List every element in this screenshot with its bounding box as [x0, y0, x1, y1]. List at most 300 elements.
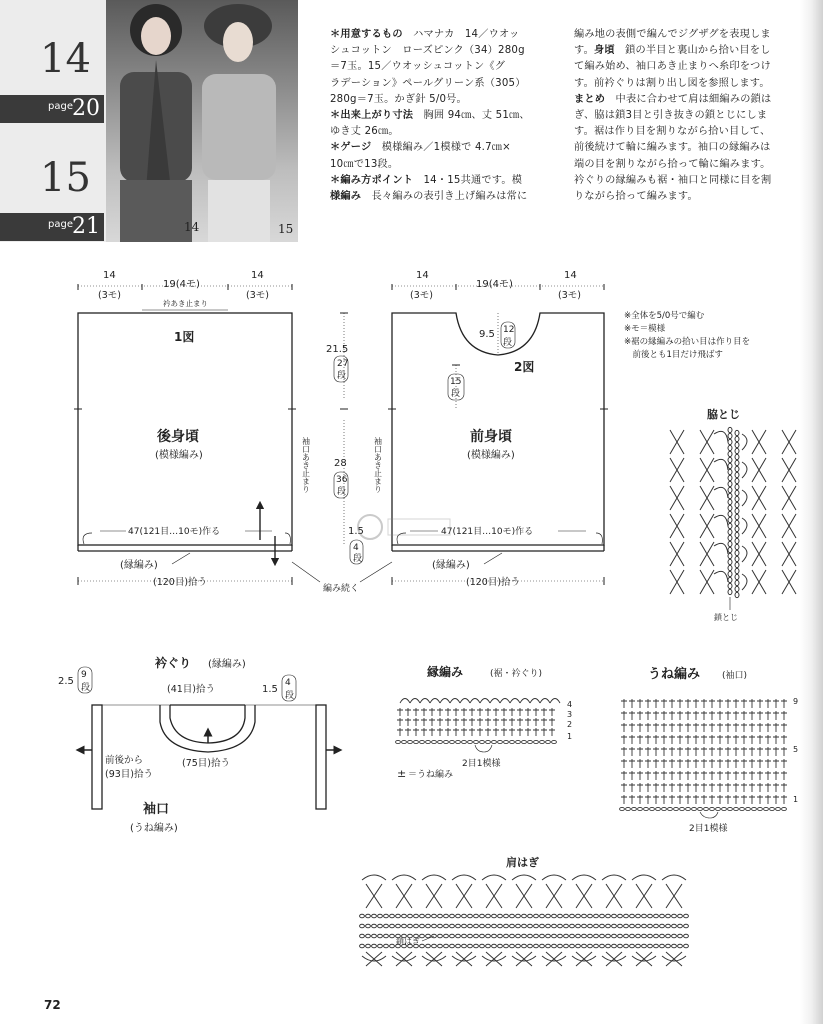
chain-stitch: [450, 944, 455, 948]
chain-stitch: [420, 914, 425, 918]
stitch-symbol: [701, 747, 707, 756]
chain-stitch: [728, 493, 732, 498]
stitch-symbol: [501, 718, 507, 726]
stitch-symbol: [741, 699, 747, 708]
stitch-symbol: [725, 723, 731, 732]
chain-stitch: [710, 807, 715, 810]
chain-stitch: [438, 740, 443, 743]
stitch-symbol: [429, 728, 435, 736]
stitch-symbol: [645, 723, 651, 732]
stitch-symbol: [765, 699, 771, 708]
text-line: ゆき丈 26㎝。: [330, 126, 399, 138]
chain-stitch: [480, 924, 485, 928]
stitch-symbol: [653, 795, 659, 804]
chain-stitch: [735, 496, 739, 501]
stitch-symbol: [469, 718, 475, 726]
stitch-symbol: [725, 699, 731, 708]
stitch-symbol: [781, 771, 787, 780]
stitch-symbol: [549, 708, 555, 716]
chain-stitch: [648, 944, 653, 948]
stitch-symbol: [546, 952, 562, 966]
chain-stitch: [582, 914, 587, 918]
chain-stitch: [728, 571, 732, 576]
chain-arc: [714, 431, 728, 442]
fig1-back-body: [74, 270, 311, 588]
chain-stitch: [728, 427, 732, 432]
stitch-symbol: [677, 771, 683, 780]
collar-cuff-diagram: [58, 655, 338, 834]
chain-stitch: [678, 944, 683, 948]
chain-stitch: [576, 914, 581, 918]
stitch-symbol: [666, 884, 682, 908]
chain-stitch: [630, 934, 635, 938]
stitch-symbol: [533, 718, 539, 726]
chain-stitch: [540, 944, 545, 948]
edge-legend-sym: ±: [397, 767, 407, 780]
chain-stitch: [504, 914, 509, 918]
collar-left-h: 2.5: [58, 676, 74, 687]
chain-stitch: [516, 740, 521, 743]
stitch-symbol: [477, 728, 483, 736]
fig1-label: 1図: [174, 330, 195, 344]
chain-arc: [362, 875, 386, 880]
chain-stitch: [366, 924, 371, 928]
chain-stitch: [486, 924, 491, 928]
stitch-symbol: [685, 747, 691, 756]
chain-arc: [602, 875, 626, 880]
rib-title: うね編み: [648, 667, 701, 682]
fig2-inner-h: 15: [450, 377, 462, 387]
stitch-symbol: [677, 735, 683, 744]
text-line: りながら拾って編みます。: [574, 191, 698, 203]
cuff-pick-1: 前後から: [105, 755, 144, 766]
chain-stitch: [378, 914, 383, 918]
stitch-symbol: [517, 728, 523, 736]
fig1-sleeve-mark: 袖口あき止まり: [301, 437, 311, 493]
stitch-symbol: [717, 735, 723, 744]
chain-stitch: [432, 944, 437, 948]
chain-stitch: [438, 914, 443, 918]
picot-arc: [400, 699, 410, 704]
chain-stitch: [570, 924, 575, 928]
stitch-symbol: [421, 728, 427, 736]
chain-stitch: [534, 934, 539, 938]
stitch-symbol: [366, 884, 382, 908]
stitch-symbol: [752, 458, 766, 482]
chain-stitch: [390, 924, 395, 928]
stitch-symbol: [653, 723, 659, 732]
notes: [624, 310, 814, 362]
stitch-symbol: [677, 759, 683, 768]
stitch-symbol: [717, 783, 723, 792]
stitch-symbol: [437, 708, 443, 716]
stitch-symbol: [549, 728, 555, 736]
stitch-symbol: [653, 759, 659, 768]
stitch-symbol: [637, 747, 643, 756]
chain-stitch: [408, 914, 413, 918]
stitch-symbol: [366, 952, 382, 966]
chain-stitch: [444, 740, 449, 743]
watermark: [358, 515, 450, 539]
edge-row-2: 2: [567, 720, 573, 729]
chain-stitch: [728, 523, 732, 528]
stitch-symbol: [709, 771, 715, 780]
stitch-symbol: [781, 783, 787, 792]
stitch-symbol: [725, 711, 731, 720]
stitch-symbol: [701, 723, 707, 732]
chain-stitch: [654, 914, 659, 918]
chain-stitch: [516, 914, 521, 918]
chain-stitch: [462, 934, 467, 938]
chain-stitch: [402, 740, 407, 743]
stitch-symbol: [773, 723, 779, 732]
chain-stitch: [752, 807, 757, 810]
stitch-symbol: [453, 728, 459, 736]
dim-border-unit: 段: [353, 554, 363, 564]
stitch-symbol: [421, 708, 427, 716]
chain-stitch: [666, 914, 671, 918]
stitch-symbol: [733, 783, 739, 792]
stitch-symbol: [637, 795, 643, 804]
text-line: シュコットン ローズピンク（34）280g: [330, 45, 525, 57]
stitch-symbol: [749, 759, 755, 768]
stitch-symbol: [725, 771, 731, 780]
chain-stitch: [372, 934, 377, 938]
stitch-symbol: [757, 771, 763, 780]
chain-stitch: [366, 944, 371, 948]
stitch-symbol: [485, 708, 491, 716]
chain-stitch: [735, 550, 739, 555]
stitch-symbol: [701, 795, 707, 804]
stitch-symbol: [717, 795, 723, 804]
picot-arc: [500, 699, 510, 704]
stitch-symbol: [709, 783, 715, 792]
chain-stitch: [516, 944, 521, 948]
chain-stitch: [728, 547, 732, 552]
chain-stitch: [546, 740, 551, 743]
fig2-dim-left: 14: [416, 270, 429, 281]
chain-stitch: [606, 924, 611, 928]
chain-stitch: [486, 740, 491, 743]
chain-stitch: [492, 934, 497, 938]
chain-stitch: [558, 914, 563, 918]
chain-stitch: [600, 924, 605, 928]
stitch-symbol: [661, 735, 667, 744]
stitch-symbol: [493, 728, 499, 736]
chain-stitch: [735, 526, 739, 531]
note-line: ※全体を5/0号で編む: [624, 311, 705, 321]
chain-stitch: [384, 934, 389, 938]
chain-arc: [714, 543, 728, 554]
chain-stitch: [528, 944, 533, 948]
chain-stitch: [414, 914, 419, 918]
chain-stitch: [654, 924, 659, 928]
picot-arc: [550, 699, 560, 704]
chain-stitch: [636, 914, 641, 918]
dim-lower: 28: [334, 458, 347, 469]
chain-stitch: [588, 914, 593, 918]
chain-stitch: [654, 934, 659, 938]
stitch-symbol: [782, 570, 796, 594]
stitch-symbol: [693, 759, 699, 768]
text-line: ＊用意するもの ハマナカ 14／ウオッ: [330, 29, 520, 40]
chain-stitch: [600, 944, 605, 948]
stitch-symbol: [733, 759, 739, 768]
stitch-symbol: [429, 718, 435, 726]
chain-stitch: [728, 505, 732, 510]
chain-stitch: [360, 914, 365, 918]
chain-stitch: [522, 934, 527, 938]
stitch-symbol: [469, 728, 475, 736]
stitch-symbol: [693, 747, 699, 756]
stitch-symbol: [781, 759, 787, 768]
chain-stitch: [486, 934, 491, 938]
chain-stitch: [564, 924, 569, 928]
chain-stitch: [728, 541, 732, 546]
dim-upper-rows: 27: [337, 359, 349, 369]
stitch-symbol: [773, 735, 779, 744]
stitch-symbol: [685, 783, 691, 792]
stitch-symbol: [765, 711, 771, 720]
stitch-symbol: [456, 884, 472, 908]
chain-stitch: [684, 944, 689, 948]
fig2-mod-right: (3モ): [558, 290, 581, 301]
chain-stitch: [438, 934, 443, 938]
chain-stitch: [735, 574, 739, 579]
stitch-symbol: [693, 771, 699, 780]
stitch-symbol: [701, 699, 707, 708]
stitch-symbol: [637, 783, 643, 792]
chain-arc: [742, 490, 747, 506]
chain-stitch: [540, 934, 545, 938]
stitch-symbol: [685, 771, 691, 780]
chain-stitch: [735, 436, 739, 441]
chain-stitch: [570, 914, 575, 918]
chain-stitch: [660, 934, 665, 938]
stitch-symbol: [677, 795, 683, 804]
chain-stitch: [444, 944, 449, 948]
text-line: 280g＝7玉。かぎ針 5/0号。: [330, 93, 467, 105]
stitch-symbol: [669, 783, 675, 792]
chain-stitch: [782, 807, 787, 810]
stitch-symbol: [546, 884, 562, 908]
dim-border: 1.5: [348, 526, 364, 537]
chain-stitch: [636, 944, 641, 948]
chain-stitch: [450, 914, 455, 918]
text-line: 編み地の表側で編んでジグザグを表現しま: [574, 29, 771, 40]
stitch-symbol: [701, 771, 707, 780]
stitch-symbol: [749, 723, 755, 732]
stitch-symbol: [757, 783, 763, 792]
picot-arc: [470, 699, 480, 704]
stitch-symbol: [670, 486, 684, 510]
chain-stitch: [735, 514, 739, 519]
dim-upper: 21.5: [326, 344, 349, 355]
chain-stitch: [396, 924, 401, 928]
fig2-cast-on: 47(121目…10モ)作る: [441, 527, 534, 537]
chain-stitch: [558, 924, 563, 928]
stitch-symbol: [645, 771, 651, 780]
stitch-symbol: [525, 718, 531, 726]
dim-lower-rows: 36: [336, 475, 348, 485]
chain-stitch: [480, 740, 485, 743]
stitch-symbol: [645, 711, 651, 720]
stitch-symbol: [669, 723, 675, 732]
photo-label-14: 14: [184, 220, 200, 234]
chain-stitch: [594, 924, 599, 928]
chain-stitch: [735, 532, 739, 537]
edge-row-1: 1: [567, 732, 573, 741]
stitch-symbol: [516, 884, 532, 908]
note-line: ※裾の縁編みの拾い目は作り目を: [624, 337, 751, 347]
chain-stitch: [408, 924, 413, 928]
fig2-mod-left: (3モ): [410, 290, 433, 301]
stitch-symbol: [677, 783, 683, 792]
chain-stitch: [420, 944, 425, 948]
stitch-symbol: [629, 783, 635, 792]
stitch-symbol: [509, 708, 515, 716]
stitch-symbol: [741, 771, 747, 780]
chain-stitch: [728, 559, 732, 564]
stitch-symbol: [445, 708, 451, 716]
chain-stitch: [396, 914, 401, 918]
picot-arc: [480, 699, 490, 704]
stitch-symbol: [781, 723, 787, 732]
chain-stitch: [728, 451, 732, 456]
chain-stitch: [582, 924, 587, 928]
chain-stitch: [486, 944, 491, 948]
fig2-border: (縁編み): [432, 560, 470, 571]
chain-stitch: [735, 430, 739, 435]
stitch-symbol: [685, 711, 691, 720]
fig1-mod-right: (3モ): [246, 290, 269, 301]
stitch-symbol: [670, 430, 684, 454]
chain-stitch: [624, 934, 629, 938]
chain-stitch: [630, 944, 635, 948]
stitch-symbol: [621, 699, 627, 708]
page-number: 72: [44, 998, 61, 1012]
picot-arc: [440, 699, 450, 704]
fig2-dim-center: 19(4モ): [476, 279, 513, 290]
chain-stitch: [728, 553, 732, 558]
stitch-symbol: [701, 759, 707, 768]
shoulder-title: 肩はぎ: [506, 856, 539, 869]
chain-stitch: [390, 914, 395, 918]
chain-stitch: [716, 807, 721, 810]
stitch-symbol: [685, 723, 691, 732]
stitch-symbol: [636, 884, 652, 908]
chain-stitch: [662, 807, 667, 810]
chain-stitch: [462, 914, 467, 918]
chain-stitch: [444, 914, 449, 918]
chain-stitch: [728, 433, 732, 438]
chain-stitch: [426, 944, 431, 948]
chain-arc: [482, 875, 506, 880]
chain-stitch: [498, 924, 503, 928]
stitch-symbol: [693, 723, 699, 732]
shoulder-foot: 鎖はぎ: [396, 937, 420, 946]
chain-stitch: [638, 807, 643, 810]
chain-stitch: [660, 924, 665, 928]
stitch-symbol: [645, 759, 651, 768]
picot-arc: [510, 699, 520, 704]
chain-stitch: [390, 934, 395, 938]
text-line: ぎ、脇は鎖3目と引き抜きの鎖とじにしま: [574, 110, 768, 122]
stitch-symbol: [405, 718, 411, 726]
stitch-symbol: [486, 952, 502, 966]
text-line: ＝7玉。15／ウオッシュコットン《グ: [330, 61, 506, 73]
chain-stitch: [735, 586, 739, 591]
chain-stitch: [468, 740, 473, 743]
chain-stitch: [735, 466, 739, 471]
stitch-symbol: [733, 723, 739, 732]
chain-stitch: [456, 914, 461, 918]
stitch-symbol: [645, 747, 651, 756]
fig1-dim-left: 14: [103, 270, 116, 281]
chain-stitch: [534, 914, 539, 918]
chain-stitch: [504, 740, 509, 743]
stitch-symbol: [709, 711, 715, 720]
picot-arc: [530, 699, 540, 704]
chain-stitch: [564, 944, 569, 948]
stitch-symbol: [781, 711, 787, 720]
chain-stitch: [594, 944, 599, 948]
stitch-symbol: [541, 728, 547, 736]
stitch-symbol: [717, 711, 723, 720]
fig1-cast-on: 47(121目…10モ)作る: [128, 527, 221, 537]
chain-stitch: [735, 478, 739, 483]
stitch-symbol: [685, 795, 691, 804]
chain-stitch: [498, 944, 503, 948]
chain-stitch: [444, 924, 449, 928]
chain-stitch: [660, 914, 665, 918]
stitch-symbol: [576, 884, 592, 908]
fig2-neck-w: 9.5: [479, 329, 495, 340]
chain-stitch: [504, 944, 509, 948]
chain-stitch: [674, 807, 679, 810]
side-foot: 鎖とじ: [714, 613, 738, 622]
chain-stitch: [366, 934, 371, 938]
stitch-symbol: [725, 747, 731, 756]
chain-stitch: [776, 807, 781, 810]
text-line: す。裾は作り目を割りながら拾い目して、: [574, 126, 771, 138]
chain-stitch: [540, 924, 545, 928]
chain-stitch: [606, 934, 611, 938]
fig2-front-body: [374, 270, 609, 588]
chain-stitch: [576, 934, 581, 938]
chain-stitch: [735, 520, 739, 525]
fig1-mod-left: (3モ): [98, 290, 121, 301]
collar-right-rows: 4: [285, 678, 291, 688]
stitch-symbol: [396, 884, 412, 908]
chain-stitch: [522, 924, 527, 928]
chain-stitch: [612, 924, 617, 928]
stitch-symbol: [516, 952, 532, 966]
stitch-symbol: [629, 759, 635, 768]
stitch-symbol: [725, 795, 731, 804]
stitch-symbol: [781, 747, 787, 756]
stitch-symbol: [752, 570, 766, 594]
stitch-symbol: [701, 735, 707, 744]
fig2-neck-h: 12: [503, 325, 515, 335]
chain-stitch: [558, 944, 563, 948]
stitch-symbol: [661, 699, 667, 708]
chain-stitch: [594, 914, 599, 918]
chain-stitch: [450, 740, 455, 743]
chain-stitch: [420, 934, 425, 938]
side-title: 脇とじ: [707, 408, 740, 421]
chain-stitch: [728, 457, 732, 462]
